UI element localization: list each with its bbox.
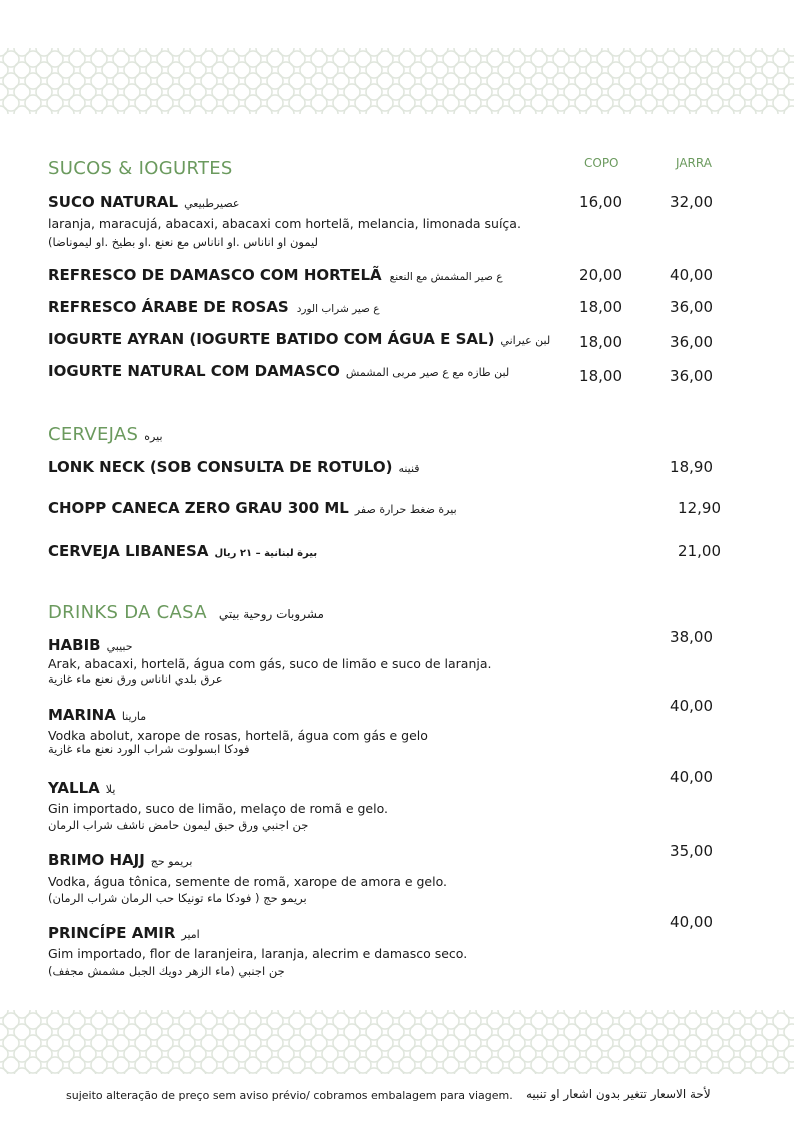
item-price: 40,00 (670, 697, 713, 715)
item-price: 12,90 (678, 499, 721, 517)
item-description: Gin importado, suco de limão, melaço de romã e gelo. (48, 801, 388, 816)
item-name-arabic: بريمو حج (150, 855, 193, 868)
item-name-arabic: مارينا (121, 710, 147, 723)
item-name: LONK NECK (SOB CONSULTA DE ROTULO) (48, 458, 393, 476)
price-copo: 18,00 (579, 333, 622, 351)
item-price: 40,00 (670, 913, 713, 931)
item-name: IOGURTE AYRAN (IOGURTE BATIDO COM ÁGUA E SAL) (48, 330, 495, 348)
price-copo: 20,00 (579, 266, 622, 284)
price-copo: 18,00 (579, 298, 622, 316)
item-description: laranja, maracujá, abacaxi, abacaxi com hortelã, melancia, limonada suíça. (48, 216, 521, 231)
item-name-arabic: ع صير شراب الورد (296, 303, 380, 315)
item-name-arabic: عصيرطبيعي (184, 197, 240, 210)
section-title-cervejas-arabic: بيره (144, 430, 163, 443)
section-title-drinks-arabic: مشروبات روحية بيتي (218, 607, 324, 621)
section-title-sucos: SUCOS & IOGURTES (48, 158, 233, 179)
item-name-arabic: قنينه (398, 462, 420, 475)
section-header-drinks (48, 602, 324, 623)
item-name: REFRESCO ÁRABE DE ROSAS (48, 298, 289, 316)
item-name-arabic: لبن طازه مع ع صير مربى المشمش (345, 366, 510, 379)
item-name-arabic: حبيبي (106, 640, 133, 653)
item-price: 40,00 (670, 768, 713, 786)
price-jarra: 36,00 (670, 367, 713, 385)
item-name-arabic: بيرة ضغط حرارة صفر (354, 503, 457, 516)
section-title-drinks: DRINKS DA CASA (48, 602, 207, 623)
column-header-copo: COPO (584, 156, 619, 170)
section-title-cervejas: CERVEJAS (48, 424, 139, 445)
price-copo: 16,00 (579, 193, 622, 211)
item-name: REFRESCO DE DAMASCO COM HORTELÃ (48, 266, 382, 284)
item-description-arabic: عرق بلدي اناناس ورق نعنع ماء غازية (48, 672, 223, 686)
item-name: MARINA (48, 706, 116, 724)
item-description: Vodka, água tônica, semente de romã, xarope de amora e gelo. (48, 874, 447, 889)
item-name-arabic: ع صير المشمش مع النعنع (389, 271, 503, 283)
item-name: CHOPP CANECA ZERO GRAU 300 ML (48, 499, 349, 517)
price-jarra: 36,00 (670, 298, 713, 316)
item-name-arabic: يلا (105, 783, 116, 796)
item-description-arabic: جن اجنبي (ماء الزهر دويك الجبل مشمش مجفف) (48, 964, 285, 978)
item-name-arabic: امير (181, 928, 200, 941)
item-name: BRIMO HAJJ (48, 851, 145, 869)
price-copo: 18,00 (579, 367, 622, 385)
decorative-pattern-top (0, 48, 794, 114)
price-jarra: 32,00 (670, 193, 713, 211)
item-description-arabic: (ليمون او اناناس .او اناناس مع نعنع .او بطيخ .او ليموناضا (48, 235, 318, 249)
item-price: 18,90 (670, 458, 713, 476)
item-name: YALLA (48, 779, 100, 797)
item-description-arabic: جن اجنبي ورق حبق ليمون حامض ناشف شراب الرمان (48, 818, 309, 832)
item-name: HABIB (48, 636, 101, 654)
item-description-arabic: بريمو حج ( فودكا ماء تونيكا حب الرمان شراب الرمان) (48, 891, 307, 905)
item-description: Arak, abacaxi, hortelã, água com gás, suco de limão e suco de laranja. (48, 656, 492, 671)
column-header-jarra: JARRA (676, 156, 712, 170)
price-jarra: 40,00 (670, 266, 713, 284)
item-name-arabic: بيرة لبنانية – ٢١ ريال (214, 548, 318, 559)
item-name: IOGURTE NATURAL COM DAMASCO (48, 362, 340, 380)
item-name-arabic: لبن عيراني (500, 334, 551, 347)
section-header-cervejas (48, 424, 163, 445)
item-description: Gim importado, flor de laranjeira, laranja, alecrim e damasco seco. (48, 946, 468, 961)
item-price: 35,00 (670, 842, 713, 860)
item-description-arabic: فودكا ابسولوت شراب الورد نعنع ماء غازية (48, 742, 250, 756)
item-name: CERVEJA LIBANESA (48, 542, 209, 560)
item-description: Vodka abolut, xarope de rosas, hortelã, água com gás e gelo (48, 728, 428, 743)
footer-disclaimer-arabic: لأحة الاسعار تتغير بدون اشعار او تنبيه (526, 1087, 711, 1101)
item-name: PRINCÍPE AMIR (48, 924, 176, 942)
item-price: 21,00 (678, 542, 721, 560)
item-name: SUCO NATURAL (48, 193, 179, 211)
footer-disclaimer: sujeito alteração de preço sem aviso prévio/ cobramos embalagem para viagem. (66, 1089, 513, 1102)
decorative-pattern-bottom (0, 1010, 794, 1074)
price-jarra: 36,00 (670, 333, 713, 351)
item-price: 38,00 (670, 628, 713, 646)
